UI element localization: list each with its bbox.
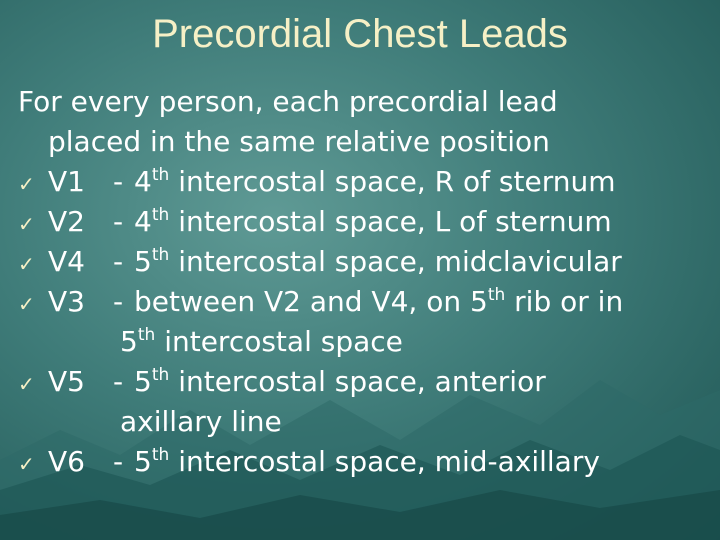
ordinal-suffix: th bbox=[151, 245, 170, 265]
ordinal: 5 bbox=[134, 445, 152, 478]
list-item-v2 bbox=[18, 202, 708, 242]
lead-name: V2 bbox=[48, 205, 85, 238]
location-text: intercostal space, L of sternum bbox=[178, 205, 612, 238]
checkmark-icon: ✓ bbox=[18, 252, 35, 276]
checkmark-icon: ✓ bbox=[18, 172, 35, 196]
ordinal: 5 bbox=[134, 245, 152, 278]
ordinal: 5 bbox=[469, 285, 488, 318]
lead-name: V3 bbox=[48, 285, 85, 318]
list-item-v3-continuation bbox=[18, 322, 708, 362]
list-item-v1 bbox=[18, 162, 708, 202]
checkmark-icon: ✓ bbox=[18, 372, 35, 396]
checkmark-icon: ✓ bbox=[18, 452, 35, 476]
ordinal-suffix: th bbox=[137, 325, 156, 345]
list-item-v5 bbox=[18, 362, 708, 402]
page-title: Precordial Chest Leads bbox=[152, 12, 568, 56]
lead-name: V6 bbox=[48, 445, 85, 478]
ordinal-suffix: th bbox=[151, 165, 170, 185]
ordinal: 5 bbox=[120, 325, 138, 358]
slide-body bbox=[18, 82, 708, 482]
ordinal: 4 bbox=[134, 165, 152, 198]
separator: - bbox=[112, 365, 124, 398]
location-text: intercostal space, R of sternum bbox=[178, 165, 616, 198]
ordinal: 4 bbox=[134, 205, 152, 238]
location-text: axillary line bbox=[120, 405, 282, 438]
intro-line-1: For every person, each precordial lead bbox=[18, 85, 558, 118]
lead-name: V1 bbox=[48, 165, 85, 198]
list-item-v5-continuation bbox=[18, 402, 708, 442]
location-text: intercostal space, midclavicular bbox=[178, 245, 622, 278]
intro-line-2: placed in the same relative position bbox=[48, 125, 550, 158]
checkmark-icon: ✓ bbox=[18, 212, 35, 236]
location-text: intercostal space, mid-axillary bbox=[178, 445, 600, 478]
lead-name: V5 bbox=[48, 365, 85, 398]
list-item-v4 bbox=[18, 242, 708, 282]
list-item-v3 bbox=[18, 282, 708, 322]
ordinal-suffix: th bbox=[151, 365, 170, 385]
ordinal-suffix: th bbox=[151, 205, 170, 225]
list-item-v6 bbox=[18, 442, 708, 482]
ordinal-suffix: th bbox=[151, 445, 170, 465]
location-text-end: rib or in bbox=[514, 285, 624, 318]
separator: - bbox=[112, 445, 124, 478]
location-text: intercostal space bbox=[164, 325, 403, 358]
separator: - bbox=[112, 205, 124, 238]
separator: - bbox=[112, 245, 124, 278]
location-text: intercostal space, anterior bbox=[178, 365, 546, 398]
ordinal-suffix: th bbox=[487, 285, 506, 305]
checkmark-icon: ✓ bbox=[18, 292, 35, 316]
separator: - bbox=[112, 165, 124, 198]
ordinal: 5 bbox=[134, 365, 152, 398]
separator: - bbox=[112, 285, 124, 318]
lead-name: V4 bbox=[48, 245, 85, 278]
location-text: between V2 and V4, on bbox=[134, 285, 470, 318]
